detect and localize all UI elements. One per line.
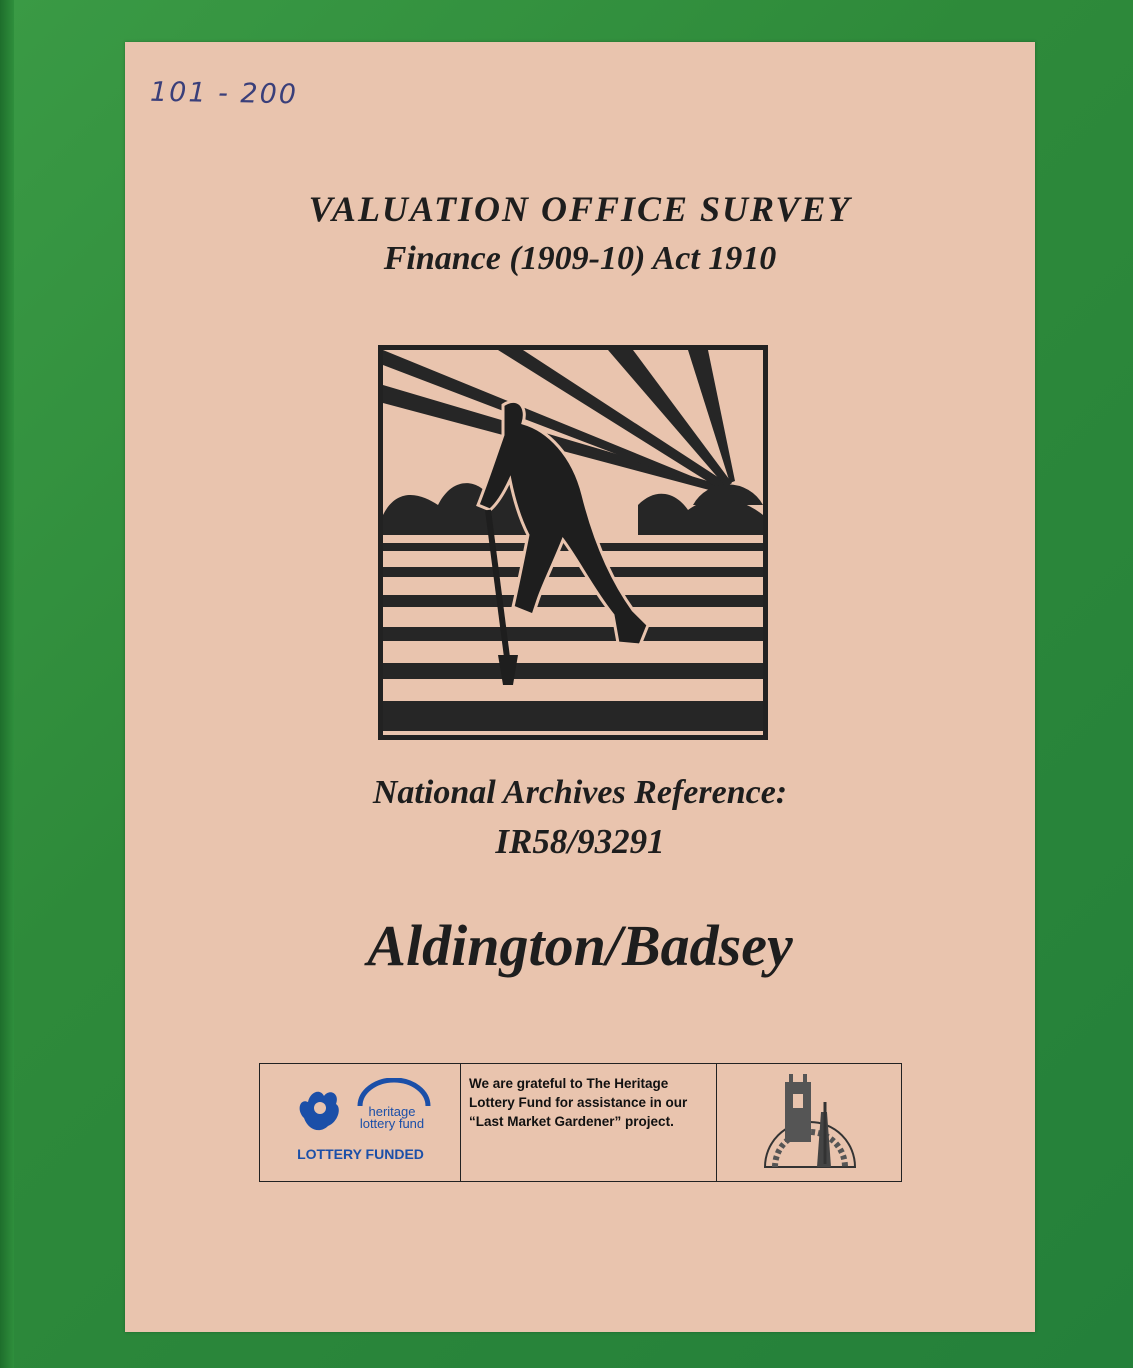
- survey-act: Finance (1909-10) Act 1910: [383, 240, 777, 277]
- place-name: Aldington/Badsey: [367, 913, 793, 978]
- acknowledgement-text: We are grateful to The Heritage Lottery Fund for assistance in our “Last Market Gardener” project.: [461, 1064, 717, 1181]
- binder-spine: [0, 0, 14, 1368]
- lottery-hand-icon: [290, 1078, 342, 1136]
- funding-footer: [259, 1063, 902, 1182]
- church-emblem-cell: [717, 1064, 901, 1181]
- reference-code: IR58/93291: [495, 822, 665, 861]
- reference-label: National Archives Reference:: [372, 774, 788, 811]
- hlf-wordmark: [352, 1106, 432, 1130]
- lottery-funded-label: LOTTERY FUNDED: [297, 1146, 424, 1162]
- gardener-woodcut-illustration: [378, 345, 768, 740]
- hlf-line2: lottery fund: [359, 1116, 425, 1131]
- lottery-logo-cell: [260, 1064, 461, 1181]
- church-emblem-icon: [755, 1072, 865, 1172]
- handwritten-note: 101 - 200: [149, 76, 299, 111]
- hlf-line1: heritage: [368, 1104, 416, 1119]
- survey-title: VALUATION OFFICE SURVEY: [308, 189, 852, 229]
